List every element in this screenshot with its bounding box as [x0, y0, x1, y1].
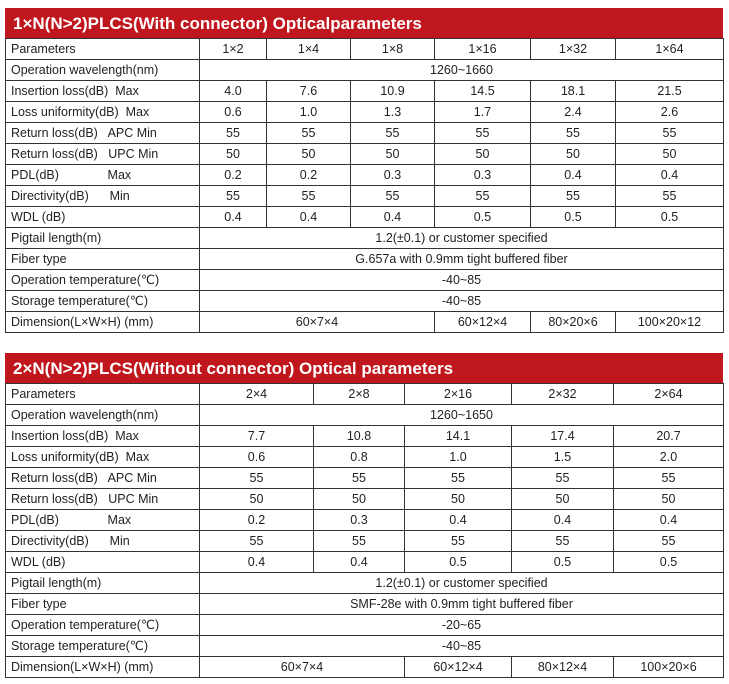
row-label: Return loss(dB) UPC Min: [6, 144, 200, 165]
header-col: 2×8: [314, 384, 405, 405]
table-row: [6, 447, 724, 468]
row-value: 50: [512, 489, 614, 510]
row-value: 0.4: [200, 207, 267, 228]
header-col: 1×8: [351, 39, 435, 60]
row-value: 17.4: [512, 426, 614, 447]
header-col: 1×64: [616, 39, 724, 60]
row-value: 55: [435, 123, 531, 144]
header-col: 1×4: [267, 39, 351, 60]
table-row: [6, 102, 724, 123]
row-label: Storage temperature(℃): [6, 636, 200, 657]
header-col: 1×2: [200, 39, 267, 60]
row-value: 4.0: [200, 81, 267, 102]
row-value: 0.2: [200, 510, 314, 531]
table-row: [6, 60, 724, 81]
row-label: Return loss(dB) APC Min: [6, 468, 200, 489]
row-value: 50: [531, 144, 616, 165]
row-value: 55: [314, 531, 405, 552]
header-row: [6, 39, 724, 60]
row-label: Pigtail length(m): [6, 573, 200, 594]
table-row: [6, 123, 724, 144]
row-span-value: 1260~1660: [200, 60, 724, 81]
row-value: 50: [200, 144, 267, 165]
table2-section: [5, 353, 723, 678]
table-row: [6, 81, 724, 102]
row-value: 0.4: [531, 165, 616, 186]
dimension-value: 100×20×12: [616, 312, 724, 333]
row-value: 10.8: [314, 426, 405, 447]
table-row: [6, 291, 724, 312]
row-value: 14.5: [435, 81, 531, 102]
table-row: [6, 144, 724, 165]
row-value: 55: [405, 531, 512, 552]
row-value: 0.6: [200, 102, 267, 123]
table-row: [6, 552, 724, 573]
row-label: WDL (dB): [6, 207, 200, 228]
row-value: 0.5: [616, 207, 724, 228]
row-value: 55: [351, 123, 435, 144]
row-value: 0.5: [531, 207, 616, 228]
row-label: PDL(dB) Max: [6, 510, 200, 531]
header-col: 2×4: [200, 384, 314, 405]
dimension-value: 60×7×4: [200, 312, 435, 333]
row-value: 0.2: [267, 165, 351, 186]
row-value: 18.1: [531, 81, 616, 102]
row-value: 55: [614, 531, 724, 552]
row-value: 2.0: [614, 447, 724, 468]
row-value: 50: [616, 144, 724, 165]
row-label: Directivity(dB) Min: [6, 531, 200, 552]
table-row: [6, 405, 724, 426]
row-value: 0.4: [200, 552, 314, 573]
row-label: Fiber type: [6, 594, 200, 615]
row-value: 55: [314, 468, 405, 489]
row-value: 0.4: [614, 510, 724, 531]
row-value: 50: [267, 144, 351, 165]
table-row: [6, 615, 724, 636]
row-value: 50: [200, 489, 314, 510]
table-row: [6, 207, 724, 228]
row-span-value: G.657a with 0.9mm tight buffered fiber: [200, 249, 724, 270]
row-span-value: -20~65: [200, 615, 724, 636]
table-row: [6, 531, 724, 552]
row-label: Return loss(dB) APC Min: [6, 123, 200, 144]
row-value: 55: [512, 531, 614, 552]
row-value: 1.3: [351, 102, 435, 123]
row-value: 50: [314, 489, 405, 510]
row-label: Return loss(dB) UPC Min: [6, 489, 200, 510]
row-value: 55: [614, 468, 724, 489]
row-value: 20.7: [614, 426, 724, 447]
row-value: 55: [267, 186, 351, 207]
row-value: 0.3: [351, 165, 435, 186]
table1-title: 1×N(N>2)PLCS(With connector) Opticalparameters: [5, 8, 723, 38]
row-label: Insertion loss(dB) Max: [6, 426, 200, 447]
row-value: 55: [200, 186, 267, 207]
row-value: 0.4: [512, 510, 614, 531]
table-row: [6, 510, 724, 531]
row-value: 55: [405, 468, 512, 489]
row-value: 0.5: [614, 552, 724, 573]
row-value: 50: [435, 144, 531, 165]
row-value: 1.5: [512, 447, 614, 468]
row-label: PDL(dB) Max: [6, 165, 200, 186]
row-value: 55: [267, 123, 351, 144]
dimension-value: 60×12×4: [435, 312, 531, 333]
header-col: 2×64: [614, 384, 724, 405]
row-value: 0.4: [314, 552, 405, 573]
row-value: 50: [614, 489, 724, 510]
table-row: [6, 186, 724, 207]
row-value: 55: [200, 531, 314, 552]
row-value: 0.4: [351, 207, 435, 228]
row-label: Operation temperature(℃): [6, 270, 200, 291]
table-row: [6, 249, 724, 270]
row-value: 10.9: [351, 81, 435, 102]
table-row: [6, 426, 724, 447]
row-value: 55: [200, 468, 314, 489]
row-value: 55: [616, 123, 724, 144]
row-value: 21.5: [616, 81, 724, 102]
dimension-row: [6, 657, 724, 678]
row-value: 0.3: [435, 165, 531, 186]
row-label: Operation temperature(℃): [6, 615, 200, 636]
row-value: 55: [531, 123, 616, 144]
row-value: 7.7: [200, 426, 314, 447]
row-label: Fiber type: [6, 249, 200, 270]
row-label: WDL (dB): [6, 552, 200, 573]
row-value: 14.1: [405, 426, 512, 447]
dimension-value: 60×12×4: [405, 657, 512, 678]
row-value: 1.0: [267, 102, 351, 123]
row-label: Storage temperature(℃): [6, 291, 200, 312]
table-row: [6, 594, 724, 615]
table-row: [6, 165, 724, 186]
row-value: 1.0: [405, 447, 512, 468]
row-value: 0.2: [200, 165, 267, 186]
dimension-row: [6, 312, 724, 333]
row-value: 55: [351, 186, 435, 207]
row-value: 1.7: [435, 102, 531, 123]
row-value: 2.6: [616, 102, 724, 123]
table-row: [6, 489, 724, 510]
row-span-value: 1.2(±0.1) or customer specified: [200, 573, 724, 594]
row-value: 0.6: [200, 447, 314, 468]
row-value: 0.4: [267, 207, 351, 228]
row-value: 0.4: [405, 510, 512, 531]
row-value: 2.4: [531, 102, 616, 123]
row-span-value: 1260~1650: [200, 405, 724, 426]
row-label: Directivity(dB) Min: [6, 186, 200, 207]
row-span-value: -40~85: [200, 291, 724, 312]
header-label: Parameters: [6, 384, 200, 405]
row-value: 0.4: [616, 165, 724, 186]
table-row: [6, 270, 724, 291]
header-col: 2×16: [405, 384, 512, 405]
table-row: [6, 468, 724, 489]
row-label: Loss uniformity(dB) Max: [6, 447, 200, 468]
table-row: [6, 573, 724, 594]
row-label: Insertion loss(dB) Max: [6, 81, 200, 102]
row-value: 50: [351, 144, 435, 165]
row-value: 0.5: [435, 207, 531, 228]
table-row: [6, 228, 724, 249]
table2-title: 2×N(N>2)PLCS(Without connector) Optical parameters: [5, 353, 723, 383]
row-label: Operation wavelength(nm): [6, 60, 200, 81]
row-value: 0.8: [314, 447, 405, 468]
header-row: [6, 384, 724, 405]
row-value: 0.5: [512, 552, 614, 573]
header-col: 2×32: [512, 384, 614, 405]
row-value: 55: [616, 186, 724, 207]
row-value: 0.5: [405, 552, 512, 573]
dimension-value: 80×12×4: [512, 657, 614, 678]
row-value: 50: [405, 489, 512, 510]
dimension-value: 60×7×4: [200, 657, 405, 678]
row-value: 55: [512, 468, 614, 489]
row-value: 0.3: [314, 510, 405, 531]
row-value: 55: [200, 123, 267, 144]
table-row: [6, 636, 724, 657]
row-span-value: -40~85: [200, 636, 724, 657]
table1-section: [5, 8, 723, 333]
table1: [5, 38, 724, 333]
dimension-label: Dimension(L×W×H) (mm): [6, 312, 200, 333]
dimension-value: 80×20×6: [531, 312, 616, 333]
header-col: 1×32: [531, 39, 616, 60]
table2: [5, 383, 724, 678]
row-value: 7.6: [267, 81, 351, 102]
row-span-value: -40~85: [200, 270, 724, 291]
row-label: Pigtail length(m): [6, 228, 200, 249]
header-col: 1×16: [435, 39, 531, 60]
dimension-value: 100×20×6: [614, 657, 724, 678]
dimension-label: Dimension(L×W×H) (mm): [6, 657, 200, 678]
row-span-value: SMF-28e with 0.9mm tight buffered fiber: [200, 594, 724, 615]
row-label: Loss uniformity(dB) Max: [6, 102, 200, 123]
row-label: Operation wavelength(nm): [6, 405, 200, 426]
row-value: 55: [435, 186, 531, 207]
row-span-value: 1.2(±0.1) or customer specified: [200, 228, 724, 249]
row-value: 55: [531, 186, 616, 207]
header-label: Parameters: [6, 39, 200, 60]
